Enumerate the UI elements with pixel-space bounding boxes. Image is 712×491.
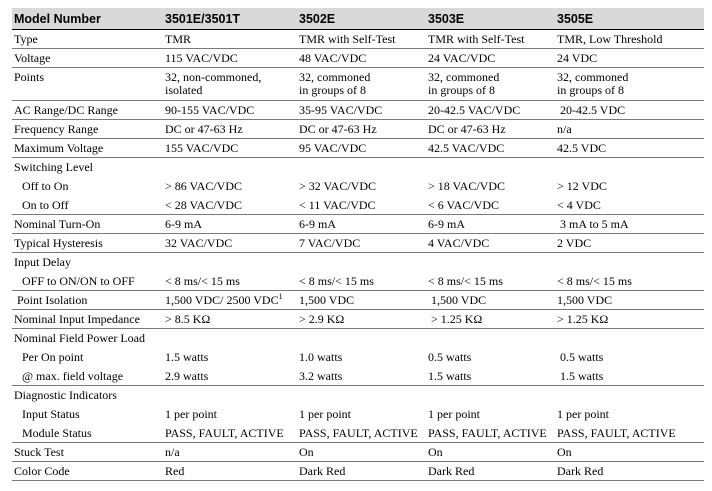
- cell: DC or 47-63 Hz: [163, 120, 297, 139]
- table-row: [12, 462, 704, 481]
- cell: n/a: [163, 443, 297, 462]
- cell: 1.5 watts: [555, 367, 704, 386]
- header-3502: 3502E: [297, 8, 426, 30]
- cell: 1.5 watts: [165, 349, 209, 364]
- table-row: [12, 348, 704, 367]
- cell: PASS, FAULT, ACTIVE: [163, 424, 297, 443]
- row-label: Voltage: [12, 49, 163, 68]
- header-model-number: Model Number: [12, 8, 163, 30]
- cell: [297, 253, 426, 272]
- table-row: [12, 310, 704, 329]
- cell: [163, 158, 297, 177]
- cell: > 8.5 KΩ: [163, 310, 297, 329]
- cell: DC or 47-63 Hz: [297, 120, 426, 139]
- cell: [163, 68, 297, 101]
- cell: Dark Red: [297, 462, 426, 481]
- cell: 20-42.5 VAC/VDC: [426, 101, 555, 120]
- cell: < 11 VAC/VDC: [297, 196, 426, 215]
- cell: 1,500 VDC: [426, 291, 555, 310]
- table-row: [12, 196, 704, 215]
- cell: [297, 68, 426, 101]
- row-label: Off to On: [22, 178, 69, 193]
- cell-line: isolated: [165, 83, 203, 97]
- table-row: [12, 443, 704, 462]
- cell: 4 VAC/VDC: [426, 234, 555, 253]
- cell: PASS, FAULT, ACTIVE: [555, 424, 704, 443]
- cell-line: 32, commoned: [428, 70, 500, 84]
- row-label: On to Off: [12, 196, 163, 215]
- cell: [555, 253, 704, 272]
- table-row: [12, 367, 704, 386]
- header-3505: 3505E: [555, 8, 704, 30]
- cell: > 1.25 KΩ: [426, 310, 555, 329]
- cell-line: 32, commoned: [299, 70, 371, 84]
- table-row: [12, 272, 704, 291]
- row-label: Nominal Field Power Load: [14, 331, 145, 345]
- cell: 7 VAC/VDC: [297, 234, 426, 253]
- table-row: [12, 177, 704, 196]
- row-label: Color Code: [12, 462, 163, 481]
- cell: [297, 158, 426, 177]
- specifications-table: [12, 8, 704, 481]
- row-label: Maximum Voltage: [12, 139, 163, 158]
- row-label: Type: [12, 30, 163, 49]
- cell: < 8 ms/< 15 ms: [426, 272, 555, 291]
- cell: 3.2 watts: [297, 367, 426, 386]
- header-3501: 3501E/3501T: [163, 8, 297, 30]
- cell: 0.5 watts: [560, 349, 604, 364]
- row-label: Nominal Turn-On: [12, 215, 163, 234]
- cell: 0.5 watts: [428, 349, 472, 364]
- cell: 2.9 watts: [163, 367, 297, 386]
- cell: 115 VAC/VDC: [163, 49, 297, 68]
- row-label: Switching Level: [14, 160, 93, 174]
- cell: 48 VAC/VDC: [297, 49, 426, 68]
- table-row-group-heading: [12, 386, 704, 405]
- row-label: Points: [12, 68, 163, 101]
- cell: Red: [163, 462, 297, 481]
- cell: > 1.25 KΩ: [555, 310, 704, 329]
- row-label: Per On point: [22, 349, 84, 364]
- row-label: Module Status: [12, 424, 163, 443]
- table-row: [12, 139, 704, 158]
- table-row: [12, 120, 704, 139]
- cell: [555, 158, 704, 177]
- cell: 155 VAC/VDC: [163, 139, 297, 158]
- cell: 1 per point: [299, 406, 351, 421]
- cell: PASS, FAULT, ACTIVE: [297, 424, 426, 443]
- cell: DC or 47-63 Hz: [426, 120, 555, 139]
- cell: > 2.9 KΩ: [297, 310, 426, 329]
- cell: PASS, FAULT, ACTIVE: [426, 424, 555, 443]
- cell: > 86 VAC/VDC: [165, 178, 243, 193]
- cell: < 8 ms/< 15 ms: [297, 272, 426, 291]
- row-label: Frequency Range: [12, 120, 163, 139]
- cell: 6-9 mA: [297, 215, 426, 234]
- header-3503: 3503E: [426, 8, 555, 30]
- cell-line: 32, commoned: [557, 70, 629, 84]
- cell: TMR with Self-Test: [297, 30, 426, 49]
- table-row: [12, 30, 704, 49]
- cell-line: in groups of 8: [299, 83, 366, 97]
- table-row: [12, 424, 704, 443]
- row-label: Nominal Input Impedance: [12, 310, 163, 329]
- table-row: [12, 101, 704, 120]
- row-label: OFF to ON/ON to OFF: [12, 272, 163, 291]
- cell: > 12 VDC: [557, 178, 607, 193]
- header-row: [12, 8, 704, 30]
- cell: Dark Red: [555, 462, 704, 481]
- cell: [426, 253, 555, 272]
- cell: 1 per point: [557, 406, 609, 421]
- cell: [555, 68, 704, 101]
- table-row: [12, 234, 704, 253]
- cell: On: [555, 443, 704, 462]
- cell: 6-9 mA: [426, 215, 555, 234]
- cell: TMR with Self-Test: [426, 30, 555, 49]
- row-label: Stuck Test: [12, 443, 163, 462]
- cell: 95 VAC/VDC: [297, 139, 426, 158]
- cell: [163, 386, 297, 405]
- table-row: [12, 49, 704, 68]
- cell: < 4 VDC: [555, 196, 704, 215]
- cell: Dark Red: [426, 462, 555, 481]
- cell: 32 VAC/VDC: [163, 234, 297, 253]
- cell: [163, 329, 297, 348]
- cell: On: [426, 443, 555, 462]
- cell: 24 VDC: [555, 49, 704, 68]
- cell: 90-155 VAC/VDC: [163, 101, 297, 120]
- cell: [163, 253, 297, 272]
- table-row: [12, 215, 704, 234]
- cell: 6-9 mA: [163, 215, 297, 234]
- cell: [555, 386, 704, 405]
- row-label: Typical Hysteresis: [12, 234, 163, 253]
- cell: > 32 VAC/VDC: [299, 178, 377, 193]
- table-row-group-heading: [12, 253, 704, 272]
- cell: [297, 329, 426, 348]
- cell: On: [297, 443, 426, 462]
- cell: 42.5 VDC: [555, 139, 704, 158]
- table-row: [12, 405, 704, 424]
- cell: n/a: [555, 120, 704, 139]
- table-row-group-heading: [12, 329, 704, 348]
- cell-text: 1,500 VDC/ 2500 VDC: [165, 293, 279, 307]
- cell: 20-42.5 VDC: [555, 101, 704, 120]
- cell: 1.5 watts: [426, 367, 555, 386]
- cell: TMR, Low Threshold: [555, 30, 704, 49]
- table-row: [12, 291, 704, 310]
- cell: < 8 ms/< 15 ms: [555, 272, 704, 291]
- table-row-group-heading: [12, 158, 704, 177]
- cell-line: in groups of 8: [428, 83, 495, 97]
- cell: [426, 68, 555, 101]
- cell: > 18 VAC/VDC: [428, 178, 506, 193]
- row-label: AC Range/DC Range: [12, 101, 163, 120]
- cell: < 28 VAC/VDC: [163, 196, 297, 215]
- cell-line: 32, non-commoned,: [165, 70, 262, 84]
- cell: 1.0 watts: [299, 349, 343, 364]
- row-label: Point Isolation: [12, 291, 163, 310]
- cell: [555, 329, 704, 348]
- cell: [426, 329, 555, 348]
- cell: 1 per point: [165, 406, 217, 421]
- cell: [163, 291, 297, 310]
- cell: [426, 158, 555, 177]
- cell: TMR: [163, 30, 297, 49]
- cell: < 8 ms/< 15 ms: [163, 272, 297, 291]
- cell: 42.5 VAC/VDC: [426, 139, 555, 158]
- cell: < 6 VAC/VDC: [426, 196, 555, 215]
- row-label: Input Delay: [14, 255, 71, 269]
- row-label: Input Status: [22, 406, 80, 421]
- cell: 24 VAC/VDC: [426, 49, 555, 68]
- cell: [426, 386, 555, 405]
- row-label: @ max. field voltage: [12, 367, 163, 386]
- cell-line: in groups of 8: [557, 83, 624, 97]
- cell: 3 mA to 5 mA: [555, 215, 704, 234]
- cell: 1,500 VDC: [297, 291, 426, 310]
- footnote-marker: 1: [278, 292, 283, 301]
- cell: 35-95 VAC/VDC: [297, 101, 426, 120]
- table-row: [12, 68, 704, 101]
- row-label: Diagnostic Indicators: [14, 388, 117, 402]
- cell: [297, 386, 426, 405]
- cell: 1,500 VDC: [555, 291, 704, 310]
- cell: 2 VDC: [555, 234, 704, 253]
- cell: 1 per point: [428, 406, 480, 421]
